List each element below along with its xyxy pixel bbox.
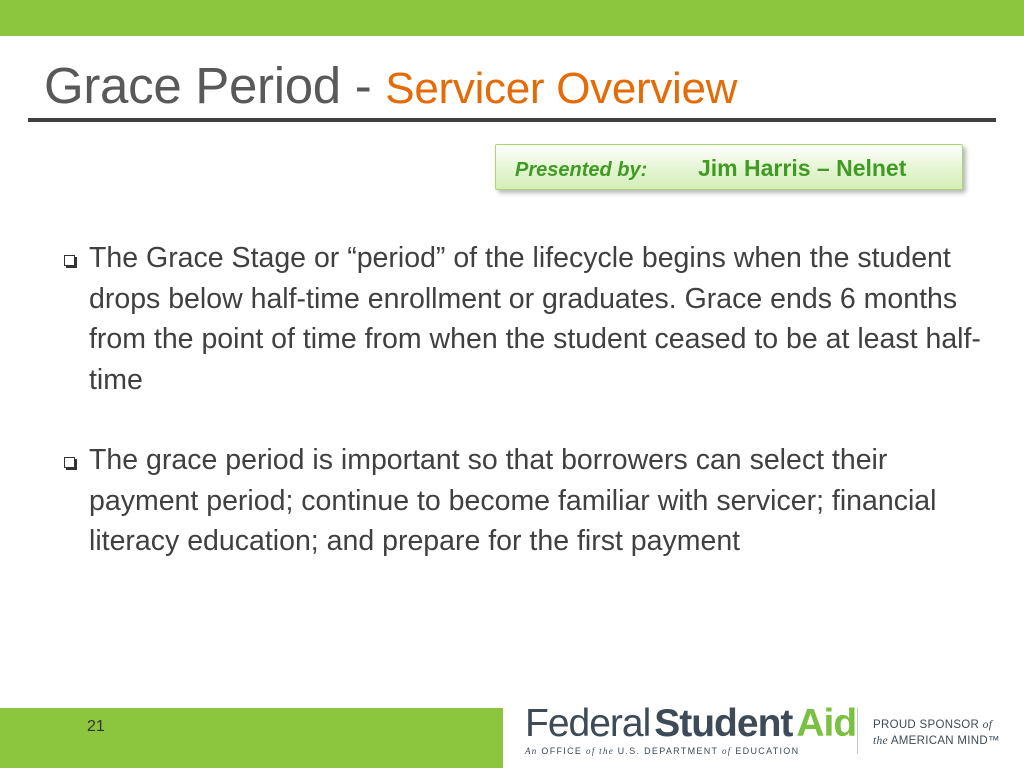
bullet-list xyxy=(60,238,990,602)
bullet-item xyxy=(60,238,990,400)
page-number: 21 xyxy=(87,718,105,735)
sponsor-tagline xyxy=(873,717,1000,749)
slide-title xyxy=(44,56,737,119)
logo-student: Student xyxy=(654,702,793,745)
sponsor-line-1: PROUD SPONSOR of xyxy=(873,719,993,731)
title-accent: Servicer Overview xyxy=(385,64,738,113)
presenter-name: Jim Harris – Nelnet xyxy=(698,155,907,181)
sponsor-line-2: the AMERICAN MIND™ xyxy=(873,735,1000,747)
logo-aid: Aid xyxy=(796,702,857,745)
checkbox-bullet-icon xyxy=(64,457,75,468)
presenter-label: Presented by: xyxy=(515,159,648,181)
bullet-text: The Grace Stage or “period” of the lifecycle begins when the student drops below half-time enrollment or graduates. Grace ends 6 months from the point of time from when the student ceased to be at least half-time xyxy=(89,242,981,396)
title-main: Grace Period - xyxy=(44,57,386,114)
office-tagline: An OFFICE of the U.S. DEPARTMENT of EDUCATION xyxy=(525,746,800,756)
footer-green-bar xyxy=(0,708,503,768)
bullet-item xyxy=(60,440,990,562)
logo-wordmark xyxy=(525,703,856,745)
title-underline xyxy=(28,118,996,122)
top-accent-bar xyxy=(0,0,1024,36)
federal-student-aid-logo xyxy=(525,703,856,756)
bullet-text: The grace period is important so that borrowers can select their payment period; continue to become familiar with servicer; financial literacy education; and prepare for the first payment xyxy=(89,444,937,557)
presenter-box xyxy=(495,144,963,190)
logo-federal: Federal xyxy=(525,702,651,745)
footer-divider xyxy=(857,708,858,754)
checkbox-bullet-icon xyxy=(64,255,75,266)
